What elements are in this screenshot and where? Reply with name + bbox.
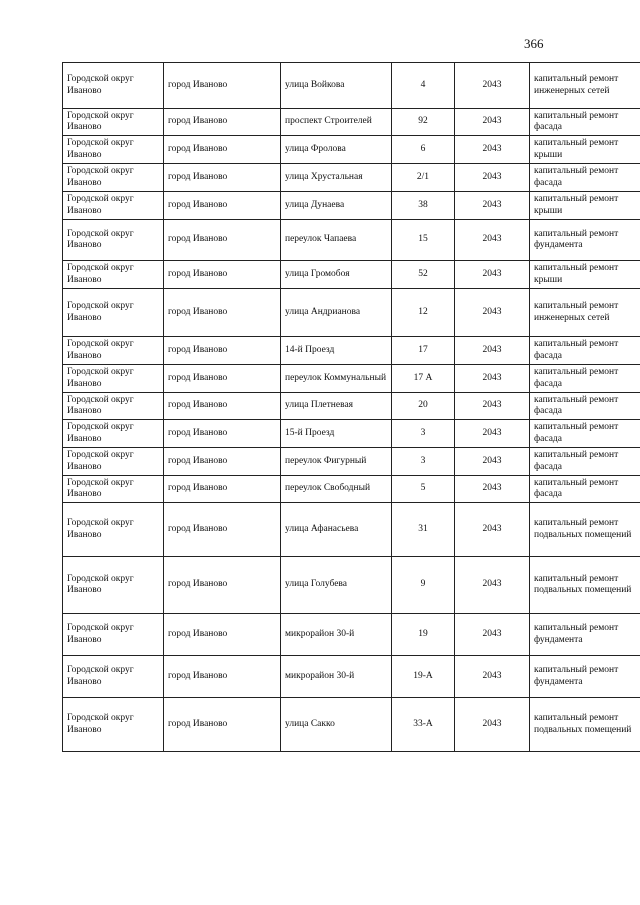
street-cell: улица Плетневая <box>281 393 392 420</box>
house-cell: 2/1 <box>392 164 455 192</box>
city-cell: город Иваново <box>164 289 281 337</box>
city-cell: город Иваново <box>164 448 281 476</box>
street-cell: улица Хрустальная <box>281 164 392 192</box>
table-row <box>63 698 640 752</box>
city-cell: город Иваново <box>164 476 281 503</box>
city-cell: город Иваново <box>164 164 281 192</box>
city-cell: город Иваново <box>164 337 281 365</box>
district-cell: Городской округ Иваново <box>63 503 164 557</box>
work-cell: капитальный ремонт фасада <box>530 476 640 503</box>
house-cell: 12 <box>392 289 455 337</box>
city-cell: город Иваново <box>164 614 281 656</box>
work-cell: капитальный ремонт фундамента <box>530 220 640 261</box>
table-row <box>63 557 640 614</box>
city-cell: город Иваново <box>164 136 281 164</box>
city-cell: город Иваново <box>164 261 281 289</box>
house-cell: 4 <box>392 63 455 109</box>
district-cell: Городской округ Иваново <box>63 220 164 261</box>
year-cell: 2043 <box>455 614 530 656</box>
work-cell: капитальный ремонт подвальных помещений <box>530 557 640 614</box>
district-cell: Городской округ Иваново <box>63 192 164 220</box>
year-cell: 2043 <box>455 63 530 109</box>
table-row <box>63 393 640 420</box>
year-cell: 2043 <box>455 220 530 261</box>
district-cell: Городской округ Иваново <box>63 614 164 656</box>
table-row <box>63 365 640 393</box>
street-cell: 15-й Проезд <box>281 420 392 448</box>
city-cell: город Иваново <box>164 656 281 698</box>
work-cell: капитальный ремонт фасада <box>530 420 640 448</box>
street-cell: микрорайон 30-й <box>281 614 392 656</box>
house-cell: 33-А <box>392 698 455 752</box>
city-cell: город Иваново <box>164 192 281 220</box>
city-cell: город Иваново <box>164 109 281 136</box>
house-cell: 19-А <box>392 656 455 698</box>
table-row <box>63 337 640 365</box>
street-cell: улица Афанасьева <box>281 503 392 557</box>
table-row <box>63 656 640 698</box>
district-cell: Городской округ Иваново <box>63 365 164 393</box>
table-row <box>63 503 640 557</box>
house-cell: 52 <box>392 261 455 289</box>
house-cell: 3 <box>392 420 455 448</box>
year-cell: 2043 <box>455 289 530 337</box>
city-cell: город Иваново <box>164 420 281 448</box>
street-cell: улица Громобоя <box>281 261 392 289</box>
year-cell: 2043 <box>455 109 530 136</box>
table-row <box>63 289 640 337</box>
table-row <box>63 220 640 261</box>
street-cell: переулок Чапаева <box>281 220 392 261</box>
district-cell: Городской округ Иваново <box>63 448 164 476</box>
house-cell: 92 <box>392 109 455 136</box>
house-cell: 19 <box>392 614 455 656</box>
work-cell: капитальный ремонт фундамента <box>530 614 640 656</box>
table-row <box>63 192 640 220</box>
work-cell: капитальный ремонт крыши <box>530 261 640 289</box>
district-cell: Городской округ Иваново <box>63 109 164 136</box>
year-cell: 2043 <box>455 557 530 614</box>
house-cell: 31 <box>392 503 455 557</box>
work-cell: капитальный ремонт инженерных сетей <box>530 63 640 109</box>
street-cell: улица Голубева <box>281 557 392 614</box>
work-cell: капитальный ремонт фасада <box>530 109 640 136</box>
year-cell: 2043 <box>455 337 530 365</box>
district-cell: Городской округ Иваново <box>63 261 164 289</box>
work-cell: капитальный ремонт подвальных помещений <box>530 503 640 557</box>
street-cell: переулок Свободный <box>281 476 392 503</box>
year-cell: 2043 <box>455 393 530 420</box>
house-cell: 6 <box>392 136 455 164</box>
district-cell: Городской округ Иваново <box>63 698 164 752</box>
street-cell: проспект Строителей <box>281 109 392 136</box>
house-cell: 17 <box>392 337 455 365</box>
street-cell: микрорайон 30-й <box>281 656 392 698</box>
table-row <box>63 261 640 289</box>
year-cell: 2043 <box>455 698 530 752</box>
city-cell: город Иваново <box>164 393 281 420</box>
street-cell: улица Сакко <box>281 698 392 752</box>
house-cell: 17 А <box>392 365 455 393</box>
street-cell: улица Войкова <box>281 63 392 109</box>
housing-repair-table <box>62 62 640 752</box>
city-cell: город Иваново <box>164 63 281 109</box>
street-cell: переулок Коммунальный <box>281 365 392 393</box>
district-cell: Городской округ Иваново <box>63 63 164 109</box>
table-row <box>63 109 640 136</box>
district-cell: Городской округ Иваново <box>63 393 164 420</box>
year-cell: 2043 <box>455 476 530 503</box>
street-cell: 14-й Проезд <box>281 337 392 365</box>
year-cell: 2043 <box>455 261 530 289</box>
house-cell: 3 <box>392 448 455 476</box>
year-cell: 2043 <box>455 365 530 393</box>
street-cell: улица Андрианова <box>281 289 392 337</box>
work-cell: капитальный ремонт фасада <box>530 448 640 476</box>
district-cell: Городской округ Иваново <box>63 136 164 164</box>
work-cell: капитальный ремонт инженерных сетей <box>530 289 640 337</box>
district-cell: Городской округ Иваново <box>63 656 164 698</box>
district-cell: Городской округ Иваново <box>63 289 164 337</box>
table-row <box>63 63 640 109</box>
city-cell: город Иваново <box>164 365 281 393</box>
year-cell: 2043 <box>455 448 530 476</box>
work-cell: капитальный ремонт крыши <box>530 136 640 164</box>
year-cell: 2043 <box>455 503 530 557</box>
street-cell: улица Дунаева <box>281 192 392 220</box>
house-cell: 20 <box>392 393 455 420</box>
year-cell: 2043 <box>455 192 530 220</box>
house-cell: 15 <box>392 220 455 261</box>
city-cell: город Иваново <box>164 557 281 614</box>
city-cell: город Иваново <box>164 698 281 752</box>
work-cell: капитальный ремонт фасада <box>530 365 640 393</box>
table-row <box>63 614 640 656</box>
district-cell: Городской округ Иваново <box>63 420 164 448</box>
city-cell: город Иваново <box>164 503 281 557</box>
district-cell: Городской округ Иваново <box>63 164 164 192</box>
table-row <box>63 164 640 192</box>
district-cell: Городской округ Иваново <box>63 337 164 365</box>
street-cell: переулок Фигурный <box>281 448 392 476</box>
table-row <box>63 448 640 476</box>
house-cell: 38 <box>392 192 455 220</box>
year-cell: 2043 <box>455 420 530 448</box>
year-cell: 2043 <box>455 136 530 164</box>
district-cell: Городской округ Иваново <box>63 476 164 503</box>
table-row <box>63 420 640 448</box>
house-cell: 9 <box>392 557 455 614</box>
year-cell: 2043 <box>455 656 530 698</box>
city-cell: город Иваново <box>164 220 281 261</box>
work-cell: капитальный ремонт фасада <box>530 393 640 420</box>
district-cell: Городской округ Иваново <box>63 557 164 614</box>
street-cell: улица Фролова <box>281 136 392 164</box>
work-cell: капитальный ремонт фасада <box>530 337 640 365</box>
work-cell: капитальный ремонт фасада <box>530 164 640 192</box>
work-cell: капитальный ремонт крыши <box>530 192 640 220</box>
table-row <box>63 136 640 164</box>
page-number: 366 <box>524 36 544 51</box>
table-row <box>63 476 640 503</box>
work-cell: капитальный ремонт подвальных помещений <box>530 698 640 752</box>
work-cell: капитальный ремонт фундамента <box>530 656 640 698</box>
house-cell: 5 <box>392 476 455 503</box>
year-cell: 2043 <box>455 164 530 192</box>
